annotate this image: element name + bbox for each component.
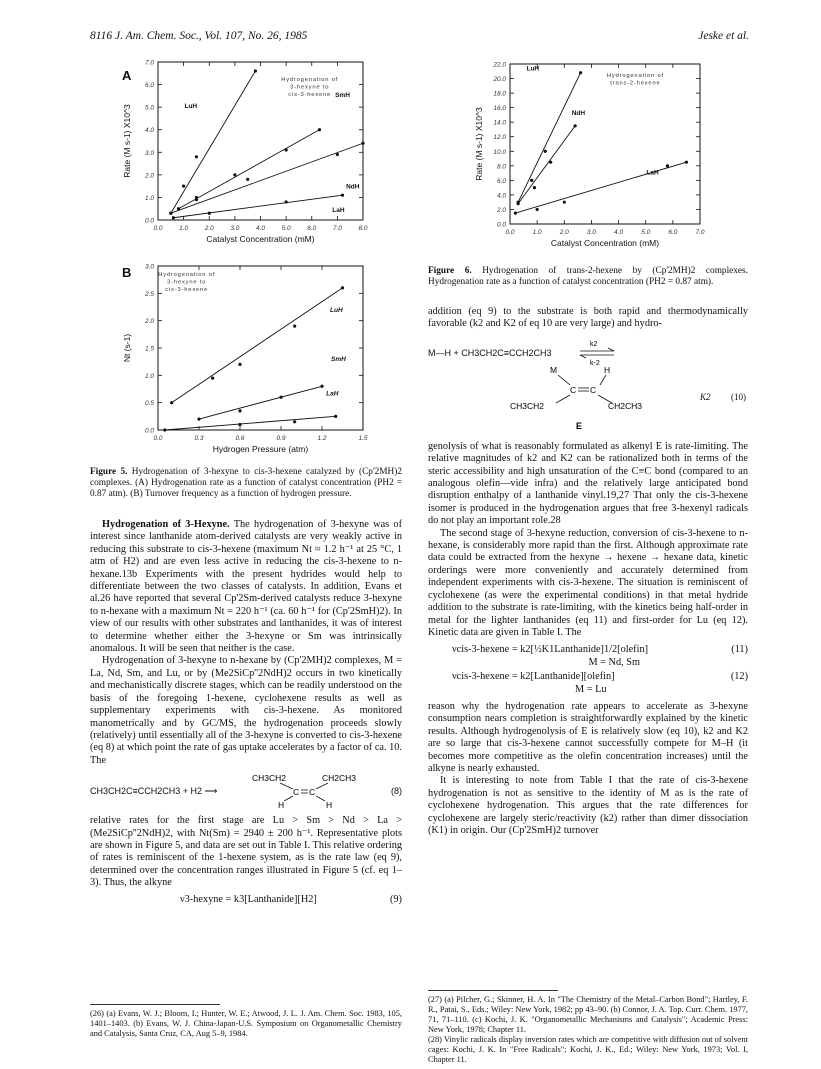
y-tick-label: 0.0 [144,217,154,225]
section-heading-3-hexyne: Hydrogenation of 3-Hexyne. [102,519,230,530]
footnote-28: (28) Vinylic radicals display inversion rates which are competitive with diffusion out of solvent cages: Kochi, J. K. In "Free Radicals"; Kochi, J. K., Ed.; Wiley: New York, 1973; Vol. I, Chapter 11. [428,1035,748,1064]
footnote-rule-left [90,1004,220,1005]
series-label-luh: LuH [184,102,198,110]
equation-12-condition: M = Lu [575,683,607,695]
x-tick-label: 0.9 [276,435,286,442]
equation-9 [90,894,402,906]
eq10-product-ch2ch3: CH2CH3 [608,400,643,411]
y-tick-label: 18.0 [493,90,506,98]
y-axis-label: Nt (s-1) [122,333,132,363]
data-point-lah [208,212,211,215]
y-tick-label: 2.0 [496,206,506,214]
y-tick-label: 14.0 [493,119,506,127]
x-tick-label: 3.0 [230,225,240,232]
y-axis-label: Rate (M s-1) X10^3 [474,107,484,181]
x-tick-label: 8.0 [358,225,368,232]
data-point-lah [536,208,539,211]
x-tick-label: 0.6 [235,435,245,442]
y-tick-label: 4.0 [496,192,506,200]
data-point-ndh [361,142,364,145]
equation-9-number: (9) [389,893,402,905]
eq10-product-c-left: C [570,384,577,395]
chart-inset-title-line: Hydrogenation of [281,76,339,83]
chart-inset-title-line: cis-3-hexene [288,91,332,98]
x-tick-label: 7.0 [332,225,342,232]
y-tick-label: 3.0 [144,149,154,157]
series-label-luh: LuH [526,65,540,73]
data-point-lah [293,420,296,423]
x-tick-label: 2.0 [559,229,569,236]
data-point-ndh [517,202,520,205]
right-column [428,306,748,837]
x-tick-label: 2.0 [204,225,214,232]
y-tick-label: 8.0 [496,163,506,171]
eq10-k2-label: k2 [590,340,598,348]
y-tick-label: 6.0 [144,82,154,90]
data-point-lah [685,161,688,164]
data-point-luh [211,376,214,379]
figure5-panel-b-letter: B [122,265,132,280]
y-tick-label: 6.0 [496,177,506,185]
series-label-smh: SmH [335,91,350,99]
eq10-product-c-right: C [590,384,597,395]
data-point-smh [233,173,236,176]
footnote-rule-right [428,990,558,991]
series-label-lah: LaH [332,207,345,215]
data-point-ndh [533,186,536,189]
y-tick-label: 12.0 [493,134,506,142]
series-line-lah [515,162,686,213]
figure6-chart [470,56,720,260]
x-tick-label: 5.0 [281,225,291,232]
x-axis-label: Hydrogen Pressure (atm) [212,444,309,454]
paragraph-3-hexyne-intro: The hydrogenation of 3-hexyne was of interest since lanthanide atom-derived catalysts are very weakly active in reducing this substrate to cis-3-hexene (maximum Nt ≈ 1.2 h⁻¹ at 25 °C, 1 atm of H2) and are even less active in reducing the cis-3-hexene to n-hexane.13b Experiments with the present hydrides would help to differentiate between the two classes of catalysts. In addition, Evans et al.26 have reported that several Cp'2Sm-derived catalysts reduce 3-hexyne to n-hexane with a maximum Nt = 220 h⁻¹ (ca. 60 h⁻¹ for (Cp'2SmH)2). In view of our results with other substrates and lanthanides, it was of interest to determine whether either the 3-hexyne or Sm was intrinsically anomalous. It will be seen that neither is the case. [90,519,402,655]
chart-inset-title-line: cis-3-hexene [165,286,209,293]
data-point-smh [197,417,200,420]
figure5-caption [90,467,402,501]
equation-8 [90,771,402,811]
series-label-ndh: NdH [571,110,586,118]
y-tick-label: 2.5 [144,290,154,298]
equation-10 [428,335,748,437]
x-tick-label: 1.2 [317,435,327,442]
equation-12-number: (12) [730,671,748,683]
footnote-27: (27) (a) Pilcher, G.; Skinner, H. A. In "The Chemistry of the Metal–Carbon Bond"; Hartley, F. R., Patai, S., Eds.; Wiley: New York, 1982; pp 43–90. (b) Connor, J. A. Top. Curr. Chem. 1977, 71, 71–110. (c) Kochi, J. K. "Organometallic Mechanisms and Catalysis"; Academic Press: New York, 1978; Chapter 11. [428,995,748,1034]
x-tick-label: 4.0 [614,229,624,236]
equation-10-k2-equil: K2 [700,391,711,402]
eq10-product-label-e: E [576,420,583,431]
data-point-smh [320,385,323,388]
chart-inset-title-line: trans-2-hexene [610,80,661,87]
figure6-caption [428,266,748,288]
x-tick-label: 6.0 [307,225,317,232]
footnote-26: (26) (a) Evans, W. J.; Bloom, I.; Hunter, W. E.; Atwood, J. L. J. Am. Chem. Soc. 1983, 105, 1401–1403. (b) Evans, W. J. China-Japan-U.S. Symposium on Organometallic Chemistry and Catalysis, Santa Cruz, CA, Aug 5–9, 1984. [90,1009,402,1038]
equation-12 [428,671,748,696]
x-tick-label: 7.0 [695,229,705,236]
x-tick-label: 0.0 [153,225,163,232]
x-axis-label: Catalyst Concentration (mM) [550,238,660,248]
eq8-product-h-left: H [278,800,285,811]
data-point-luh [544,150,547,153]
eq8-product-c-right: C [309,787,316,798]
x-tick-label: 1.0 [532,229,542,236]
data-point-lah [666,164,669,167]
data-point-ndh [169,212,172,215]
figure5-panel-b-chart [118,258,388,463]
series-line-lah [165,416,336,430]
y-tick-label: 2.0 [144,172,154,180]
series-label-lah: LaH [326,390,339,398]
data-point-lah [334,415,337,418]
eq8-product-ch2ch3: CH2CH3 [322,773,357,784]
paragraph-3-hexyne-stages: Hydrogenation of 3-hexyne to n-hexane by (Cp'2MH)2 complexes, M = La, Nd, Sm, and Lu, or by (Me2SiCp''2NdH)2 occurs in two kinetically and mechanistically discrete stages, which can be readily understood on the basis of the foregoing 1-hexene, cyclohexene results as well as supplementary experiments with cis-3-hexene. As monitored manometrically and by GC/MS, the hydrogenation proceeds slowly (relatively) until essentially all of the 3-hexyne is converted to cis-3-hexene (eq 8) at which point the rate of gas uptake accelerates by a factor of ca. 10. The [90,655,402,766]
eq10-product-m: M [550,364,558,375]
y-tick-label: 22.0 [493,61,506,69]
figure5-panel-a-chart [118,56,388,256]
paragraph-relative-rates: relative rates for the first stage are Lu > Sm > Nd > La > (Me2SiCp''2NdH)2, with Nt(Sm) = 2940 ± 200 h⁻¹. Representative plots are shown in Figure 5, and data are set out in Table I. This relative ordering of rates is reminiscent of the 1-hexene system, as is the rate law (eq 9), determined over the concentration ranges illustrated in Figure 5 (cf. eq 1–3). Thus, the alkyne [90,815,402,889]
y-tick-label: 20.0 [493,76,506,84]
data-point-lah [238,423,241,426]
data-point-smh [238,409,241,412]
data-point-luh [579,71,582,74]
series-label-smh: SmH [330,356,346,364]
equation-11-condition: M = Nd, Sm [588,656,641,668]
data-point-ndh [549,161,552,164]
data-point-lah [285,200,288,203]
series-label-ndh: NdH [346,183,360,191]
x-axis-label: Catalyst Concentration (mM) [206,234,315,244]
data-point-luh [341,286,344,289]
series-line-ndh [518,126,575,204]
y-tick-label: 0.5 [144,400,154,408]
paragraph-second-stage: The second stage of 3-hexyne reduction, conversion of cis-3-hexene to n-hexane, is considerably more rapid than the first. Although approximate rate data could be extracted from the hexyne → hexene → hexane data, kinetic orderings were more conveniently and accurately determined from independent experiments with cis-3-hexene. The situation is reminiscent of cyclohexene (as were the experimental conditions) in that metal hydride addition to the substrate is rate-limiting, with the kinetics being half-order in metal for the lighter lanthanides (eq 11) and first-order for Lu (eq 12). Kinetic data are given in Table I. The [428,527,748,638]
eq10-km2-label: k-2 [590,359,600,367]
series-line-smh [179,130,320,209]
data-point-lah [163,428,166,431]
x-tick-label: 4.0 [255,225,266,232]
y-tick-label: 1.5 [144,345,154,353]
data-point-luh [530,179,533,182]
series-line-luh [172,288,343,403]
equation-8-number: (8) [391,786,402,797]
x-tick-label: 1.5 [358,435,368,442]
eq8-product-c-left: C [293,787,300,798]
series-label-luh: LuH [330,306,343,314]
series-line-smh [199,386,322,419]
y-tick-label: 1.0 [144,194,154,202]
y-tick-label: 7.0 [144,59,154,67]
equation-11-body: νcis-3-hexene = k2[½K1Lanthanide]1/2[olefin] [452,644,649,656]
data-point-luh [195,155,198,158]
left-column [90,519,402,910]
eq8-product-ch3ch2: CH3CH2 [252,773,287,784]
paragraph-hydrogenolysis: genolysis of what is reasonably formulated as alkenyl E is rate-limiting. The relative magnitudes of k2 and K2 can be rationalized both in terms of the steric accessibility and high unsaturation of the C≡C bond (compared to an analogous olefin—vide infra) and the relatively large anticipated bond disruption enthalpy of a lanthanide vinyl.19,27 That only the cis-3-hexene isomer is produced in the hydrogenation argues that free 3-hexenyl radicals do not play an important role.28 [428,440,748,527]
series-label-lah: LaH [646,169,659,177]
running-header-right: Jeske et al. [698,30,749,42]
chart-inset-title-line: 3-hexyne to [167,279,207,286]
figure5-panel-a-letter: A [122,68,132,83]
data-point-luh [170,401,173,404]
data-point-ndh [574,124,577,127]
x-tick-label: 5.0 [641,229,651,236]
figure5-caption-label: Figure 5. [90,467,128,477]
equation-10-number: (10) [731,391,746,402]
y-tick-label: 16.0 [493,105,506,113]
chart-inset-title-line: 3-hexyne to [290,84,330,91]
eq10-product-ch3ch2: CH3CH2 [510,400,545,411]
y-tick-label: 1.0 [144,372,154,380]
equation-9-body: ν3-hexyne = k3[Lanthanide][H2] [180,893,317,905]
data-point-lah [514,211,517,214]
data-point-smh [318,128,321,131]
equation-8-product-structure [250,771,360,811]
series-line-ndh [171,143,363,213]
y-tick-label: 0.0 [144,427,154,435]
y-tick-label: 0.0 [496,221,506,229]
y-tick-label: 4.0 [144,127,154,135]
equation-8-lhs: CH3CH2C≡CCH2CH3 + H2 ⟶ [90,786,218,797]
y-tick-label: 5.0 [144,104,154,112]
data-point-ndh [246,178,249,181]
data-point-smh [279,396,282,399]
alkenyl-e-structure [508,363,658,433]
figure6-caption-label: Figure 6. [428,266,472,276]
series-line-luh [518,73,580,202]
x-tick-label: 3.0 [586,229,596,236]
data-point-ndh [336,153,339,156]
data-point-luh [182,185,185,188]
equation-12-body: νcis-3-hexene = k2[Lanthanide][olefin] [452,671,615,683]
x-tick-label: 0.3 [194,435,204,442]
eq8-product-h-right: H [326,800,333,811]
equation-10-lhs: M—H + CH3CH2C≡CCH2CH3 [428,347,552,358]
x-tick-label: 0.0 [505,229,515,236]
y-tick-label: 10.0 [493,148,506,156]
chart-inset-title-line: Hydrogenation of [158,271,216,278]
figure5-caption-text: Hydrogenation of 3-hexyne to cis-3-hexene catalyzed by (Cp'2MH)2 complexes. (A) Hydrogenation rate as a function of catalyst concentration (PH2 = 0.87 atm). (B) Turnover frequency as a function of hydrogen pressure. [90,467,402,500]
equation-11-number: (11) [731,644,748,656]
paragraph-table-comparison: It is interesting to note from Table I that the rate of cis-3-hexene hydrogenation is not as sensitive to the identity of M as is the rate of cyclohexene hydrogenation. This argues that the rate differences for cyclohexene are largely steric/reactivity (k2) rather than dimer dissociation (K1) in origin. Our (Cp'2SmH)2 turnover [428,775,748,836]
series-line-luh [171,71,256,213]
eq10-product-h: H [604,364,611,375]
paragraph-acceleration-reason: reason why the hydrogenation rate appears to accelerate as 3-hexyne consumption nears completion is straightforwardly explained by the kinetic results. Although hydrogenolysis of E is relatively slow (eq 10), k2 and K2 are so large that cis-3-hexene cannot successfully compete for M–H (it becomes more competitive as the olefin concentration increases) until the alkyne is nearly exhausted. [428,700,748,774]
footnotes-right-block [428,986,748,1065]
footnote-26-block [90,1000,402,1039]
series-line-lah [173,195,342,218]
chart-inset-title-line: Hydrogenation of [606,72,664,79]
data-point-smh [285,148,288,151]
x-tick-label: 0.0 [153,435,163,442]
data-point-luh [254,69,257,72]
y-tick-label: 3.0 [144,263,154,271]
y-axis-label: Rate (M s-1) X10^3 [122,104,132,178]
data-point-ndh [195,198,198,201]
data-point-lah [172,216,175,219]
paragraph-addition: addition (eq 9) to the substrate is both rapid and thermodynamically favorable (k2 and K2 of eq 10 are very large) and hydro- [428,306,748,330]
data-point-lah [341,194,344,197]
running-header-left: 8116 J. Am. Chem. Soc., Vol. 107, No. 26, 1985 [90,30,308,42]
data-point-luh [238,363,241,366]
equation-11 [428,644,748,669]
plot-frame [510,64,700,224]
x-tick-label: 6.0 [668,229,678,236]
y-tick-label: 2.0 [144,318,154,326]
data-point-luh [293,325,296,328]
figure6-caption-text: Hydrogenation of trans-2-hexene by (Cp'2MH)2 complexes. Hydrogenation rate as a function of catalyst concentration (PH2 = 0.87 atm). [428,266,748,288]
x-tick-label: 1.0 [179,225,189,232]
data-point-lah [563,201,566,204]
